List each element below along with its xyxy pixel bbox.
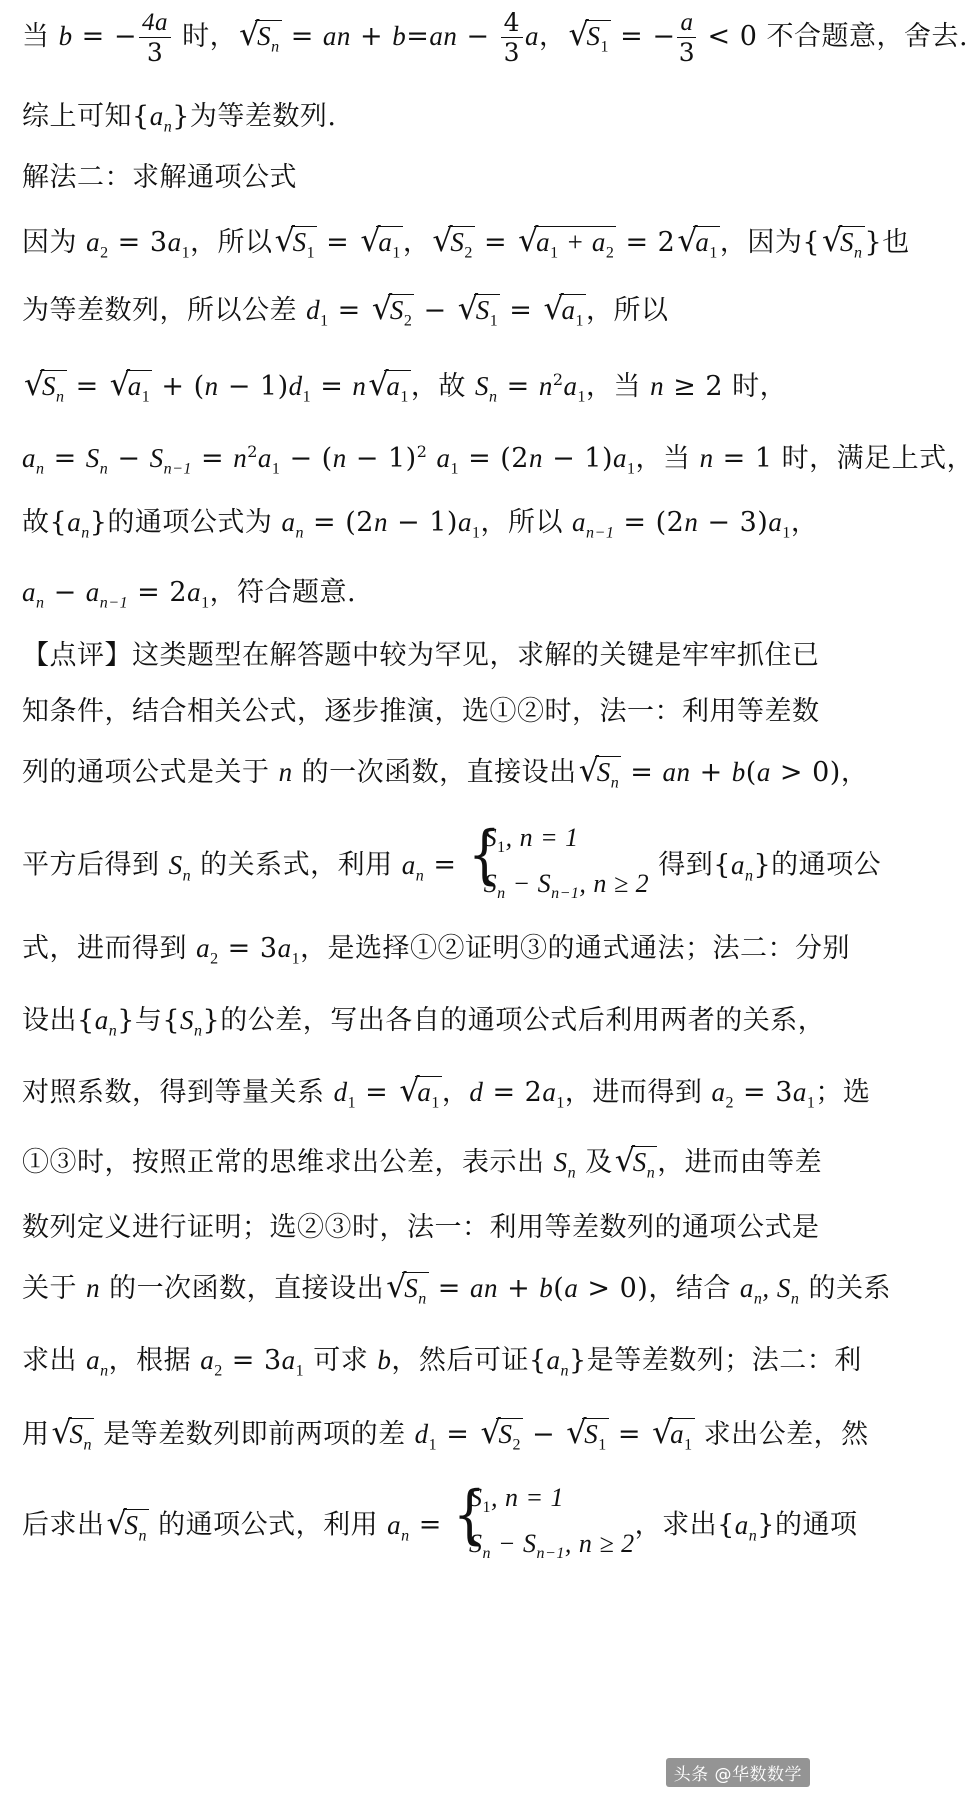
text-line-20: 求出 $a_n$，根据 $a_2 = 3a_1$ 可求 b，然后可证$\{a_n\}$是等差数列；法二：利 <box>22 1345 862 1380</box>
text-line-22: 后求出√ $S_n$ 的通项公式，利用 $a_n$ = { $S_1$, n = 1 $S_n - S_{n-1}$, n ≥ 2 ，求出$\{a_n\}$的通项 <box>22 1480 826 1572</box>
text-line-13: 平方后得到 $S_n$ 的关系式，利用 $a_n$ = { $S_1$, n = 1 $S_n - S_{n-1}$, n ≥ 2 得到$\{a_n\}$的通项公 <box>22 820 826 912</box>
text-line-5: 为等差数列，所以公差 $d_1$ = √ $S_2$ − √ $S_1$ = √ $a_1$，所以 <box>22 290 826 341</box>
text-line-2: 综上可知$\{a_n\}$为等差数列. <box>22 101 337 136</box>
text-line-10: 【点评】这类题型在解答题中较为罕见，求解的关键是牢牢抓住已 <box>22 640 820 671</box>
text-line-3: 解法二：求解通项公式 <box>22 162 297 193</box>
text-line-1: 当 b = − $\frac{4a}{3}$ 时，√ $S_n$ = an + b=an − $\frac{4}{3}$ a，√ $S_1$ = − $\frac{a}{3}$ < 0 不合题意，舍去. <box>22 10 826 65</box>
text-line-21: 用√ $S_n$ 是等差数列即前两项的差 $d_1$ = √ $S_2$ − √ $S_1$ = √ $a_1$ 求出公差，然 <box>22 1414 826 1465</box>
text-line-18: 数列定义进行证明；选②③时，法一：利用等差数列的通项公式是 <box>22 1212 820 1243</box>
text-line-8: 故$\{a_n\}$的通项公式为 $a_n = (2n - 1)a_1$，所以 $a_{n-1} = (2n - 3)a_1$， <box>22 507 819 542</box>
text-line-15: 设出$\{a_n\}$与$\{S_n\}$的公差，写出各自的通项公式后利用两者的关系， <box>22 1005 826 1040</box>
text-line-17: ①③时，按照正常的思维求出公差，表示出 $S_n$ 及√ $S_n$，进而由等差 <box>22 1142 826 1193</box>
text-line-12: 列的通项公式是关于 n 的一次函数，直接设出√ $S_n$ = an + b(a > 0)， <box>22 752 826 798</box>
text-line-4: 因为 $a_2 = 3a_1$，所以√ $S_1$ = √ $a_1$，√ $S_2$ = √ $a_1 + a_2 = 2√$ $a_1$，因为{√ $S_n$}也 <box>22 222 826 273</box>
watermark-label: 头条 @华数数学 <box>666 1758 810 1787</box>
text-line-7: $a_n = S_n - S_{n-1} = n^2a_1 - (n - 1)^2$ $a_1 = (2n - 1)a_1$，当 n = 1 时，满足上式， <box>22 442 974 478</box>
text-line-14: 式，进而得到 $a_2 = 3a_1$，是选择①②证明③的通式通法；法二：分别 <box>22 933 851 968</box>
text-line-6: √ $S_n$ = √ $a_1 + (n - 1)d_1 = n√$ $a_1$，故 $S_n = n^2a_1$，当 n ≥ 2 时， <box>22 360 826 417</box>
piecewise-formula: { $S_1$, n = 1 $S_n - S_{n-1}$, n ≥ 2 <box>466 820 650 912</box>
text-line-11: 知条件，结合相关公式，逐步推演，选①②时，法一：利用等差数 <box>22 696 820 727</box>
text-line-9: $a_n - a_{n-1} = 2a_1$，符合题意. <box>22 577 357 612</box>
piecewise-formula-2: { $S_1$, n = 1 $S_n - S_{n-1}$, n ≥ 2 <box>451 1480 635 1572</box>
text-line-19: 关于 n 的一次函数，直接设出√ $S_n$ = an + b(a > 0)，结合 $a_n$, $S_n$ 的关系 <box>22 1268 826 1319</box>
text-line-16: 对照系数，得到等量关系 $d_1$ = √ $a_1$，$d = 2a_1$，进而得到 $a_2 = 3a_1$；选 <box>22 1072 826 1123</box>
